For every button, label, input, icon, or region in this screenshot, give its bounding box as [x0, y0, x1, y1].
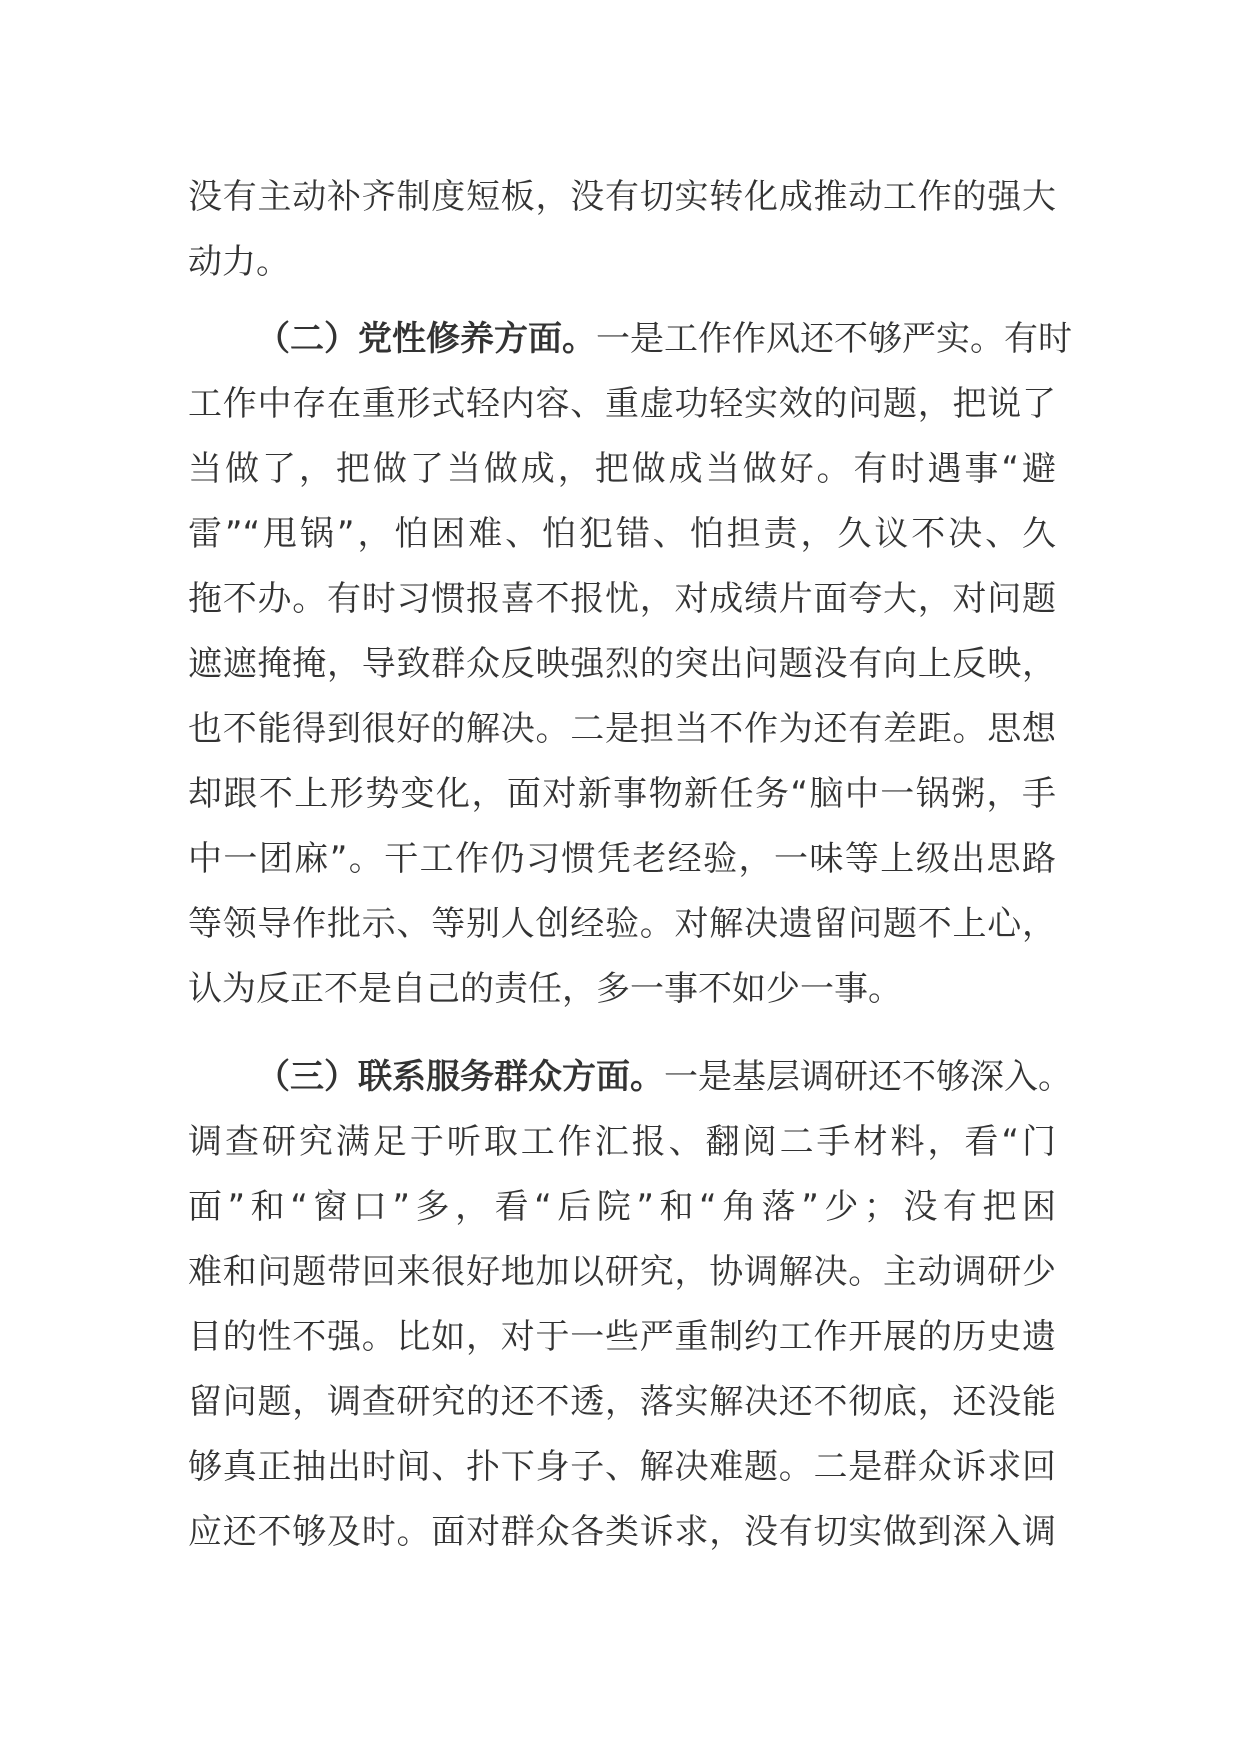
- section-heading-3: （三）联系服务群众方面。: [256, 1057, 664, 1097]
- text-line: 当做了，把做了当做成，把做成当做好。有时遇事“避: [188, 449, 1056, 489]
- text-line: 应还不够及时。面对群众各类诉求，没有切实做到深入调: [188, 1512, 1056, 1552]
- text-run: 一是工作作风还不够严实。有时: [596, 319, 1072, 359]
- text-line: 雷”“甩锅”，怕困难、怕犯错、怕担责，久议不决、久: [188, 514, 1056, 554]
- section-heading-2: （二）党性修养方面。: [256, 319, 596, 359]
- paragraph-party-cultivation: [188, 307, 1072, 1022]
- text-line: 目的性不强。比如，对于一些严重制约工作开展的历史遗: [188, 1317, 1056, 1357]
- text-line: 遮遮掩掩，导致群众反映强烈的突出问题没有向上反映，: [188, 644, 1056, 684]
- text-line: 工作中存在重形式轻内容、重虚功轻实效的问题，把说了: [188, 384, 1056, 424]
- text-line-first: [188, 1045, 1072, 1110]
- text-line: 够真正抽出时间、扑下身子、解决难题。二是群众诉求回: [188, 1447, 1056, 1487]
- text-line: 留问题，调查研究的还不透，落实解决还不彻底，还没能: [188, 1382, 1056, 1422]
- text-line: 却跟不上形势变化，面对新事物新任务“脑中一锅粥，手: [188, 774, 1056, 814]
- text-line-first: [188, 307, 1072, 372]
- text-line: 没有主动补齐制度短板，没有切实转化成推动工作的强大: [188, 177, 1056, 217]
- text-line: 调查研究满足于听取工作汇报、翻阅二手材料，看“门: [188, 1122, 1056, 1162]
- text-line: 拖不办。有时习惯报喜不报忧，对成绩片面夸大，对问题: [188, 579, 1056, 619]
- text-line: 也不能得到很好的解决。二是担当不作为还有差距。思想: [188, 709, 1056, 749]
- text-line: 认为反正不是自己的责任，多一事不如少一事。: [188, 969, 902, 1009]
- paragraph-serving-masses: [188, 1045, 1072, 1565]
- text-line: 难和问题带回来很好地加以研究，协调解决。主动调研少: [188, 1252, 1056, 1292]
- text-line: 等领导作批示、等别人创经验。对解决遗留问题不上心，: [188, 904, 1056, 944]
- text-line: 动力。: [188, 242, 290, 282]
- paragraph-continuation: [188, 165, 1056, 295]
- text-line: 中一团麻”。干工作仍习惯凭老经验，一味等上级出思路: [188, 839, 1056, 879]
- text-run: 一是基层调研还不够深入。: [664, 1057, 1072, 1097]
- text-line: 面”和“窗口”多，看“后院”和“角落”少；没有把困: [188, 1187, 1056, 1227]
